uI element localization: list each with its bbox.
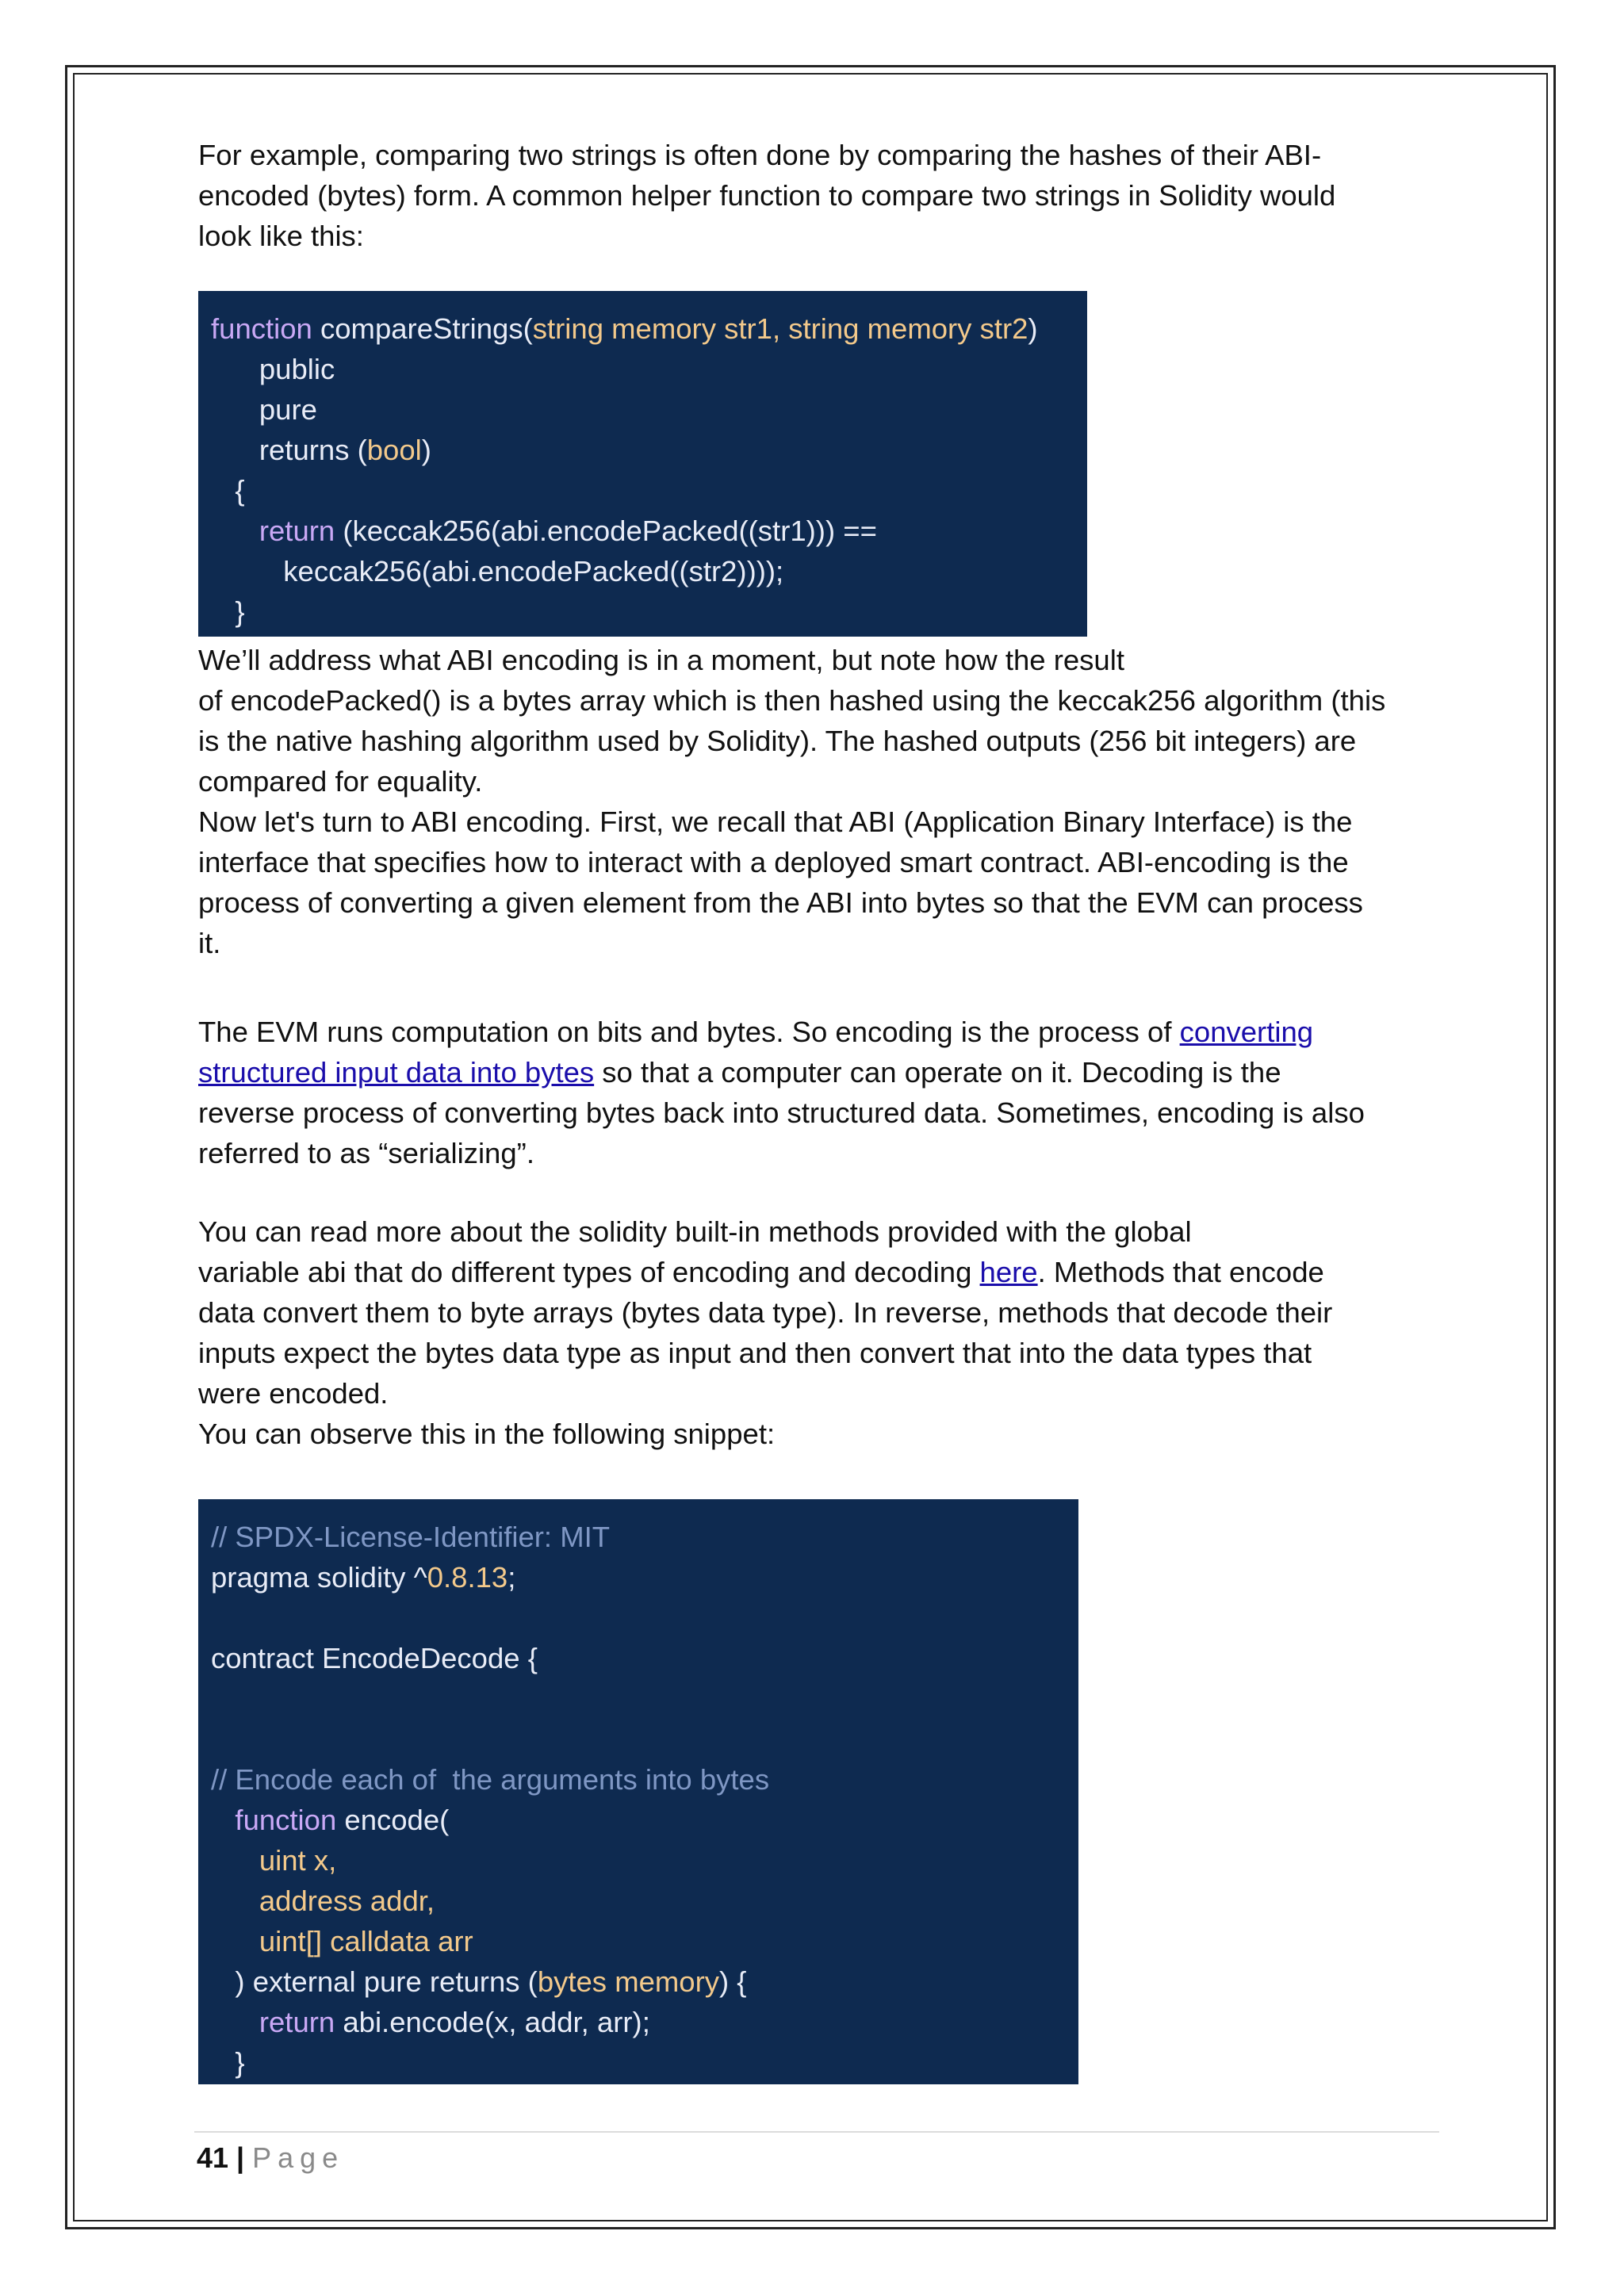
code-line: [211, 308, 1087, 349]
code-text: ) external pure returns (: [211, 1965, 538, 1998]
text-line: referred to as “serializing”.: [198, 1137, 534, 1169]
text-line: process of converting a given element from the ABI into bytes so that the EVM can process: [198, 886, 1363, 919]
code-line: [211, 1961, 1078, 2002]
page-number: 41: [197, 2141, 229, 2174]
code-text: ): [1028, 312, 1038, 345]
text-line: [198, 1012, 1435, 1052]
page-label: Page: [252, 2141, 345, 2174]
code-type: bytes memory: [537, 1965, 720, 1998]
text-span: The EVM runs computation on bits and bytes. So encoding is the process of: [198, 1016, 1180, 1048]
code-text: encode(: [336, 1804, 450, 1836]
footer-divider: [194, 2131, 1439, 2133]
code-line: [211, 1800, 1078, 1840]
code-line: [211, 2002, 1078, 2042]
code-line: {: [211, 474, 245, 507]
code-line: address addr,: [211, 1885, 435, 1917]
code-text: ): [421, 434, 431, 466]
code-blank-line: [211, 1598, 1078, 1638]
text-line: data convert them to byte arrays (bytes data type). In reverse, methods that decode their: [198, 1296, 1333, 1329]
code-line: [211, 1557, 1078, 1598]
footer-separator: |: [228, 2141, 253, 2174]
page-footer: [197, 2141, 344, 2175]
page-content: [198, 135, 1435, 2084]
paragraph-intro: [198, 135, 1435, 256]
text-line: inputs expect the bytes data type as input and then convert that into the data types that: [198, 1337, 1312, 1369]
text-line: encoded (bytes) form. A common helper function to compare two strings in Solidity would: [198, 179, 1336, 212]
code-line: }: [211, 595, 245, 628]
code-text: pragma solidity ^: [211, 1561, 427, 1594]
code-keyword: function: [211, 1804, 337, 1836]
converting-link[interactable]: converting: [1179, 1016, 1314, 1048]
text-span: variable abi that do different types of encoding and decoding: [198, 1256, 980, 1288]
code-comment: // Encode each of the arguments into bytes: [211, 1763, 770, 1796]
code-line: pure: [211, 393, 317, 426]
code-line: keccak256(abi.encodePacked((str2))));: [211, 555, 784, 587]
code-type: bool: [366, 434, 422, 466]
text-line: reverse process of converting bytes back into structured data. Sometimes, encoding is also: [198, 1096, 1365, 1129]
code-text: compareStrings(: [312, 312, 533, 345]
structured-input-link[interactable]: structured input data into bytes: [198, 1056, 595, 1089]
text-line: You can observe this in the following snippet:: [198, 1418, 776, 1450]
code-blank-line: [211, 1678, 1078, 1719]
code-keyword: function: [211, 312, 312, 345]
paragraph-abi-encoding: [198, 640, 1435, 963]
text-span: so that a computer can operate on it. Decoding is the: [594, 1056, 1281, 1089]
code-text: returns (: [211, 434, 367, 466]
text-line: interface that specifies how to interact with a deployed smart contract. ABI-encoding is the: [198, 846, 1349, 878]
text-line: it.: [198, 927, 221, 959]
text-line: of encodePacked() is a bytes array which is then hashed using the keccak256 algorithm (this: [198, 684, 1386, 717]
code-line: }: [211, 2046, 245, 2079]
text-line: For example, comparing two strings is often done by comparing the hashes of their ABI-: [198, 139, 1322, 171]
text-line: is the native hashing algorithm used by Solidity). The hashed outputs (256 bit integers) are: [198, 725, 1357, 757]
code-line: uint x,: [211, 1844, 337, 1877]
code-line: uint[] calldata arr: [211, 1925, 473, 1957]
code-line: public: [211, 353, 335, 385]
text-line: [198, 1052, 1435, 1093]
text-line: [198, 1252, 1435, 1292]
code-text: ) {: [719, 1965, 747, 1998]
text-line: Now let's turn to ABI encoding. First, we recall that ABI (Application Binary Interface) is the: [198, 806, 1353, 838]
paragraph-abi-methods: [198, 1211, 1435, 1454]
text-line: You can read more about the solidity built-in methods provided with the global: [198, 1215, 1192, 1248]
code-text: ;: [508, 1561, 516, 1594]
code-line: contract EncodeDecode {: [211, 1642, 538, 1674]
here-link[interactable]: here: [979, 1256, 1038, 1288]
text-line: We’ll address what ABI encoding is in a moment, but note how the result: [198, 644, 1124, 676]
code-block-compare-strings: [198, 291, 1087, 637]
code-version: 0.8.13: [427, 1561, 508, 1594]
code-line: [211, 430, 1087, 470]
text-line: compared for equality.: [198, 765, 483, 798]
code-comment: // SPDX-License-Identifier: MIT: [211, 1521, 611, 1553]
text-span: . Methods that encode: [1037, 1256, 1324, 1288]
code-blank-line: [211, 1719, 1078, 1759]
code-block-encode-decode: [198, 1499, 1078, 2084]
paragraph-evm-encoding: [198, 1012, 1435, 1173]
code-text: (keccak256(abi.encodePacked((str1))) ==: [335, 515, 877, 547]
text-line: look like this:: [198, 220, 364, 252]
code-keyword: return: [211, 2006, 335, 2038]
code-keyword: return: [211, 515, 335, 547]
code-line: [211, 511, 1087, 551]
code-type: string memory str1, string memory str2: [532, 312, 1028, 345]
code-text: abi.encode(x, addr, arr);: [335, 2006, 650, 2038]
text-line: were encoded.: [198, 1377, 389, 1410]
